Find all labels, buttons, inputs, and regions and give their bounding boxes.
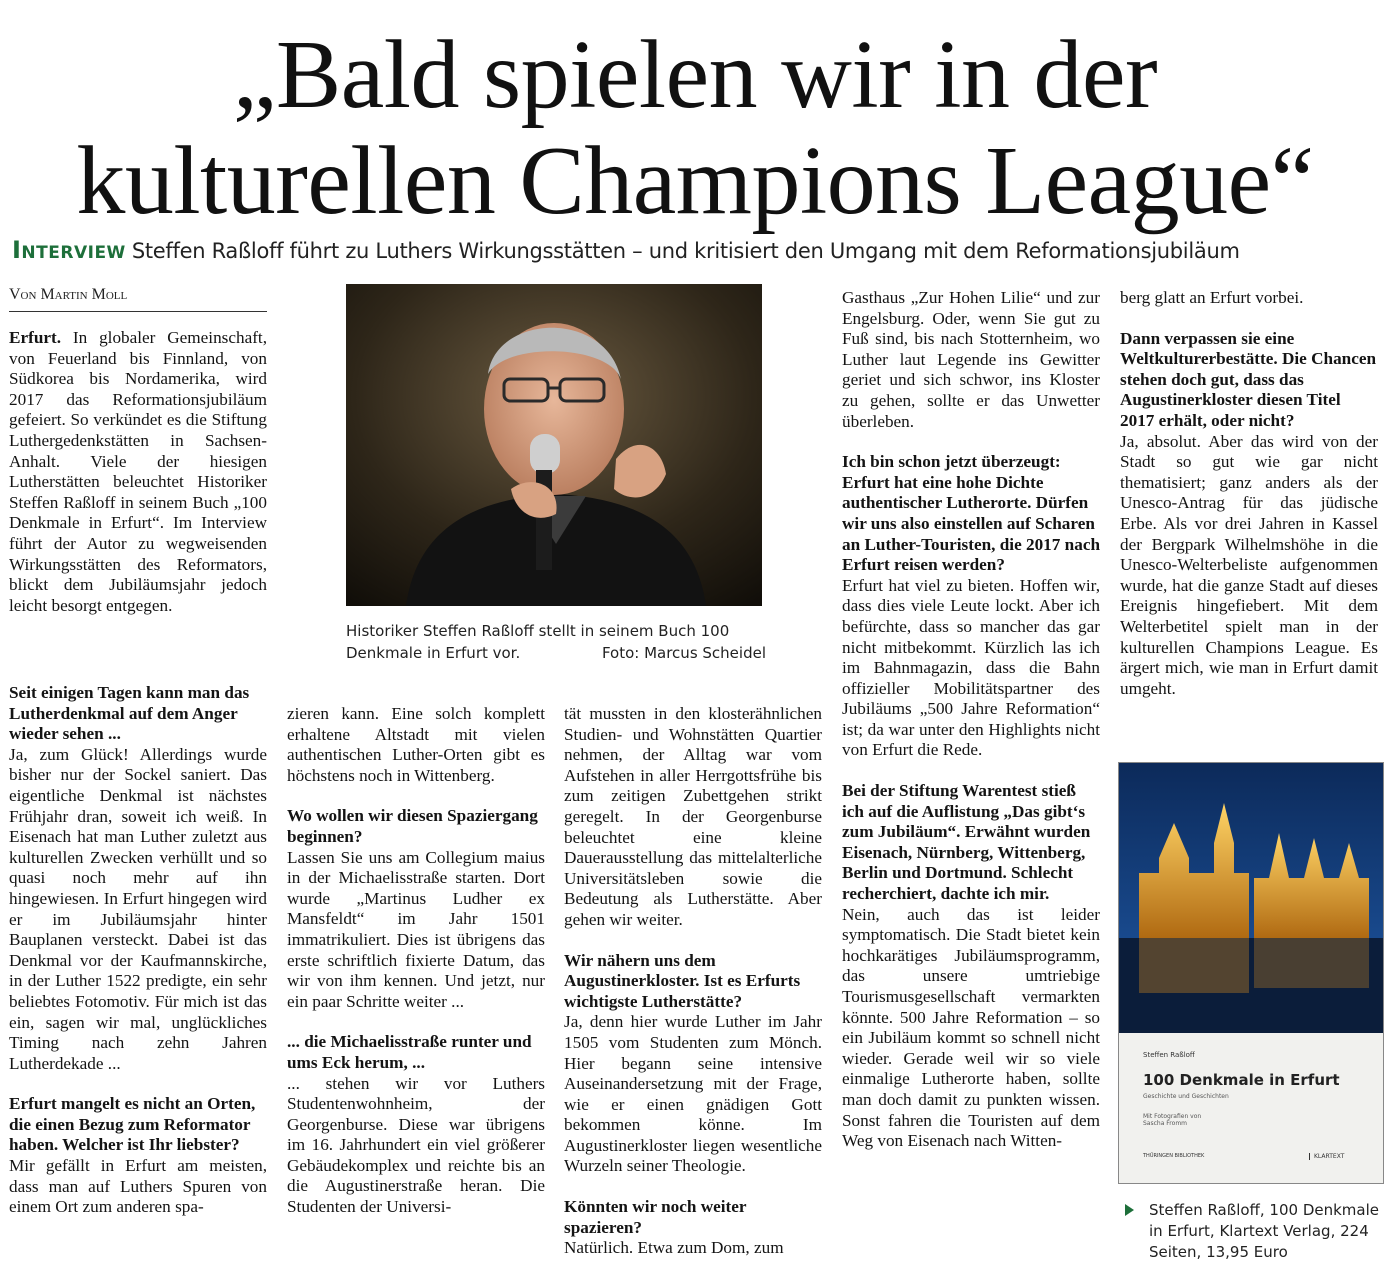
answer-3: Lassen Sie uns am Collegium maius in der Michaelisstraße starten. Dort wurde „Martinus Ludher ex Mansfeldt“ im Jahr 1501 immatrikuliert. Dies ist übrigens das erste schriftlich fixierte Datum, das wir von ihm kennen. Und jetzt, nur ein paar Schritte weiter ... bbox=[287, 847, 545, 1011]
column-2-bottom bbox=[287, 704, 545, 1218]
question-2: Erfurt mangelt es nicht an Orten, die einen Bezug zum Reformator haben. Welcher ist Ihr liebster? bbox=[9, 1094, 256, 1155]
answer-8: Nein, auch das ist leider symptomatisch. Die Stadt bietet kein hochkarätiges Jubiläumsprogramm, das unsere umtriebige Tourismusgesellschaft vermarkten könnte. 500 Jahre Reformation – so ein Jubiläum kommt so schnell nicht wieder. Gerade weil wir so viele einmalige Lutherorte haben, sollte man doch damit zu punkten wissen. Sonst fahren die Touristen auf dem Weg von Eisenach nach Witten- bbox=[842, 904, 1100, 1151]
kicker bbox=[12, 236, 1387, 264]
answer-4: ... stehen wir vor Luthers Studentenwohnheim, der Georgenburse. Diese war übrigens im 16. Jahrhundert ein viel größerer Gebäudekomplex und reichte bis an die Augustinerstraße heran. Die Studenten der Universi- bbox=[287, 1073, 545, 1217]
answer-2: Mir gefällt in Erfurt am meisten, dass man auf Luthers Spuren von einem Ort zum anderen spa- bbox=[9, 1156, 267, 1217]
answer-8-continued: berg glatt an Erfurt vorbei. bbox=[1120, 288, 1304, 307]
answer-4-continued: tät mussten in den klosterähnlichen Studien- und Wohnstätten Quartier nehmen, der Alltag war vom Aufstehen in aller Herrgottsfrühe bis zum zeitigen Zubettgehen strikt geregelt. In der Georgenburse beleuchtet eine kleine Dauerausstellung das mittelalterliche Universitätsleben sowie die Bedeutung als Lutherstätte. Aber gehen wir weiter. bbox=[564, 704, 822, 929]
answer-6: Natürlich. Etwa zum Dom, zum bbox=[564, 1238, 784, 1258]
triangle-bullet-icon bbox=[1125, 1204, 1134, 1216]
book-cover bbox=[1118, 762, 1384, 1184]
dateline: Erfurt. bbox=[9, 328, 62, 347]
portrait-illustration bbox=[346, 284, 762, 606]
column-5-top bbox=[1120, 288, 1378, 699]
kicker-label: Interview bbox=[12, 236, 126, 264]
question-5: Wir nähern uns dem Augustinerkloster. Ist es Erfurts wichtigste Lutherstätte? bbox=[564, 950, 801, 1011]
book-cover-title: 100 Denkmale in Erfurt bbox=[1143, 1071, 1340, 1089]
question-1: Seit einigen Tagen kann man das Lutherdenkmal auf dem Anger wieder sehen ... bbox=[9, 683, 250, 744]
photo-caption bbox=[346, 620, 766, 664]
book-caption-text: Steffen Raßloff, 100 Denkmale in Erfurt, Klartext Verlag, 224 Seiten, 13,95 Euro bbox=[1149, 1201, 1379, 1261]
byline: Von Martin Moll bbox=[9, 286, 128, 303]
answer-2-continued: zieren kann. Eine solch komplett erhaltene Altstadt mit vielen authentischen Luther-Orten gibt es höchstens noch in Wittenberg. bbox=[287, 704, 545, 785]
book-cover-photos: Mit Fotografien von Sascha Fromm bbox=[1143, 1113, 1202, 1127]
book-cover-publisher: KLARTEXT bbox=[1309, 1153, 1344, 1160]
answer-1: Ja, zum Glück! Allerdings wurde bisher nur der Sockel saniert. Das eigentliche Denkmal ist nächstes Frühjahr dran, soweit ich weiß. In Eisenach hat man Luther zuletzt aus kulturellen Zwecken verhüllt und so quasi noch mehr auf ihn hingewiesen. In Erfurt hingegen wird er im Jubiläumsjahr hinter Bauplanen versteckt. Dabei ist das Denkmal vor der Kaufmannskirche, in der Luther 1522 predigte, ein sehr beliebtes Fotomotiv. Für mich ist das ein, sagen wir mal, unglückliches Timing nach zehn Jahren Lutherdekade ... bbox=[9, 744, 267, 1073]
kicker-text: Steffen Raßloff führt zu Luthers Wirkungsstätten – und kritisiert den Umgang mit dem Reformationsjubiläum bbox=[131, 239, 1240, 263]
intro-paragraph bbox=[9, 328, 267, 616]
question-8: Bei der Stiftung Warentest stieß ich auf die Auflistung „Das gibt‘s zum Jubiläum“. Erwähnt wurden Eisenach, Nürnberg, Wittenberg, Berlin und Dortmund. Schlecht recherchiert, dachte ich mir. bbox=[842, 781, 1091, 904]
book-cover-subtitle: Geschichte und Geschichten bbox=[1143, 1093, 1229, 1100]
byline-rule bbox=[9, 311, 267, 312]
answer-7: Erfurt hat viel zu bieten. Hoffen wir, dass dies viele Leute lockt. Aber ich befürchte, dass so mancher das gar nicht mitbekommt. Kürzlich las ich im Bahnmagazin, dass die Bahn offizieller Mobilitätspartner des Jubiläums „500 Jahre Reformation“ ist; da war unter den Highlights nicht von Erfurt die Rede. bbox=[842, 575, 1100, 760]
portrait-photo bbox=[346, 284, 762, 606]
book-cover-panel bbox=[1119, 1033, 1383, 1183]
cathedral-illustration bbox=[1119, 763, 1383, 1033]
question-7: Ich bin schon jetzt überzeugt: Erfurt hat eine hohe Dichte authentischer Lutherorte. Dürfen wir uns also einstellen auf Scharen an Luther-Touristen, die 2017 nach Erfurt reisen werden? bbox=[842, 452, 1101, 575]
column-3-bottom bbox=[564, 704, 822, 1259]
column-4 bbox=[842, 288, 1100, 1152]
column-1-bottom bbox=[9, 683, 267, 1218]
photo-credit: Foto: Marcus Scheidel bbox=[601, 644, 766, 662]
answer-5: Ja, denn hier wurde Luther im Jahr 1505 vom Studenten zum Mönch. Hier begann seine intensive Auseinandersetzung mit der Frage, wie er einen gnädigen Gott bekommen könne. Im Augustinerkloster liegen wesentliche Wurzeln seiner Theologie. bbox=[564, 1012, 822, 1176]
intro-text: In globaler Gemeinschaft, von Feuerland bis Finnland, von Südkorea bis Nordamerika, wird 2017 das Reformationsjubiläum gefeiert. So verkündet es die Stiftung Luthergedenkstätten in Sachsen-Anhalt. Viele der hiesigen Lutherstätten beleuchtet Historiker Steffen Raßloff in seinem Buch „100 Denkmale in Erfurt“. Im Interview führt der Autor zu wegweisenden Wirkungsstätten des Reformators, blickt dem Jubiläumsjahr jedoch leicht besorgt entgegen. bbox=[9, 328, 268, 615]
book-cover-series: THÜRINGEN BIBLIOTHEK bbox=[1143, 1153, 1205, 1159]
book-cover-author: Steffen Raßloff bbox=[1143, 1051, 1195, 1059]
photo-caption-text: Historiker Steffen Raßloff stellt in seinem Buch 100 Denkmale in Erfurt vor. bbox=[346, 622, 730, 662]
answer-9: Ja, absolut. Aber das wird von der Stadt so gut wie gar nicht thematisiert; ganz anders als der Unesco-Antrag für das jüdische Erbe. Als vor drei Jahren in Kassel der Bergpark Wilhelmshöhe in die Unesco-Welterbeliste aufgenommen wurde, hat die ganze Stadt auf dieses Ereignis hingefiebert. Mit dem Welterbetitel spielt man in der kulturellen Champions League. Es ärgert mich, wie man in Erfurt damit umgeht. bbox=[1120, 431, 1378, 698]
question-4: ... die Michaelisstraße runter und ums Eck herum, ... bbox=[287, 1032, 532, 1072]
question-6: Könnten wir noch weiter spazieren? bbox=[564, 1197, 747, 1237]
book-caption bbox=[1125, 1200, 1385, 1263]
answer-6-continued: Gasthaus „Zur Hohen Lilie“ und zur Engelsburg. Oder, wenn Sie gut zu Fuß sind, bis nach Stotternheim, wo Luther laut Legende ins Gewitter geriet und sich schwor, ins Kloster zu gehen, sollte er das Unwetter überleben. bbox=[842, 288, 1100, 431]
question-3: Wo wollen wir diesen Spaziergang beginnen? bbox=[287, 806, 538, 846]
headline-line-1: „Bald spielen wir in der bbox=[232, 21, 1158, 129]
headline-line-2: kulturellen Champions League“ bbox=[76, 127, 1314, 235]
intro-column bbox=[9, 328, 267, 616]
question-9: Dann verpassen sie eine Weltkulturerbestätte. Die Chancen stehen doch gut, dass das Augustinerkloster diesen Titel 2017 erhält, oder nicht? bbox=[1120, 328, 1377, 430]
